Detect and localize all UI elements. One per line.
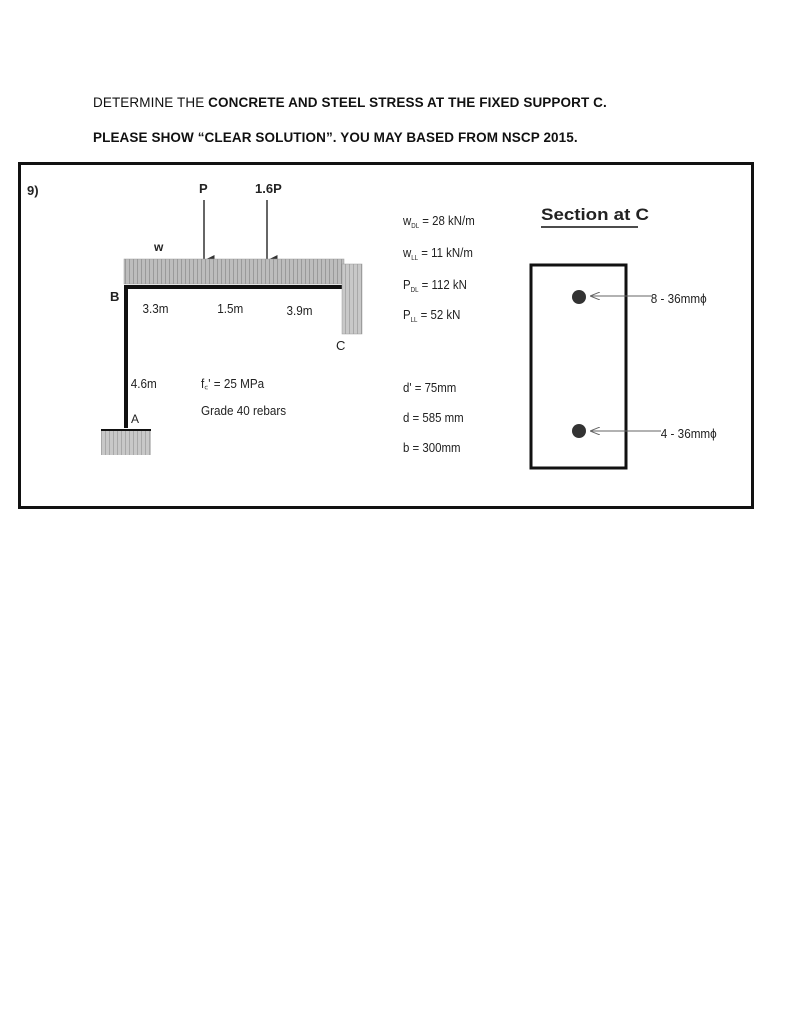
structural-diagram xyxy=(21,165,757,512)
svg-text:PDL = 112 kN xyxy=(403,277,467,294)
d-prime-label: d' = 75mm xyxy=(403,380,457,396)
svg-text:wLL = 11 kN/m xyxy=(402,245,473,262)
problem-number: 9) xyxy=(27,183,39,198)
load-16p-label: 1.6P xyxy=(255,181,282,196)
wdl-sub: DL xyxy=(411,222,420,231)
node-a-label: A xyxy=(131,412,140,426)
fixed-support-c xyxy=(342,264,362,334)
instruction-prefix: DETERMINE THE xyxy=(93,95,209,110)
section-title: Section at C xyxy=(541,204,650,224)
wdl-value: = 28 kN/m xyxy=(419,213,475,229)
pll-base: P xyxy=(403,307,411,323)
pdl-base: P xyxy=(403,277,411,293)
span-1-label: 3.3m xyxy=(142,301,169,317)
top-rebar-dot xyxy=(572,290,586,304)
fc-label: f꜀' = 25 MPa xyxy=(201,376,265,392)
wll-base: w xyxy=(403,245,412,261)
node-c-label: C xyxy=(336,338,346,353)
bottom-bars-label: 4 - 36mmϕ xyxy=(660,426,717,442)
pll-value: = 52 kN xyxy=(417,307,461,323)
column-height-label: 4.6m xyxy=(130,376,157,392)
instruction-line-2: PLEASE SHOW “CLEAR SOLUTION”. YOU MAY BASED FROM NSCP 2015. xyxy=(93,130,578,145)
pdl-sub: DL xyxy=(410,286,419,295)
top-bars-label: 8 - 36mmϕ xyxy=(650,291,707,307)
instruction-bold: CONCRETE AND STEEL STRESS AT THE FIXED SUPPORT C. xyxy=(208,95,607,110)
pdl-value: = 112 kN xyxy=(418,277,467,293)
problem-figure xyxy=(18,162,754,509)
wdl-base: w xyxy=(403,213,412,229)
wll-value: = 11 kN/m xyxy=(418,245,473,261)
instruction-line-1 xyxy=(93,95,607,110)
section-dimensions xyxy=(403,380,464,455)
bottom-rebar-dot xyxy=(572,424,586,438)
dist-load-label: w xyxy=(154,240,164,254)
load-p-label: P xyxy=(199,181,208,196)
b-label: b = 300mm xyxy=(403,440,461,456)
d-label: d = 585 mm xyxy=(403,410,464,426)
svg-text:wDL = 28 kN/m xyxy=(402,213,475,230)
span-3-label: 3.9m xyxy=(286,303,313,319)
svg-text:PLL = 52 kN xyxy=(403,307,460,324)
load-values xyxy=(402,213,475,324)
fixed-support-a xyxy=(101,431,151,455)
pll-sub: LL xyxy=(410,316,418,325)
node-b-label: B xyxy=(110,289,120,304)
span-2-label: 1.5m xyxy=(217,301,244,317)
grade-label: Grade 40 rebars xyxy=(201,403,287,419)
distributed-load-block xyxy=(124,259,344,284)
wll-sub: LL xyxy=(411,254,419,263)
